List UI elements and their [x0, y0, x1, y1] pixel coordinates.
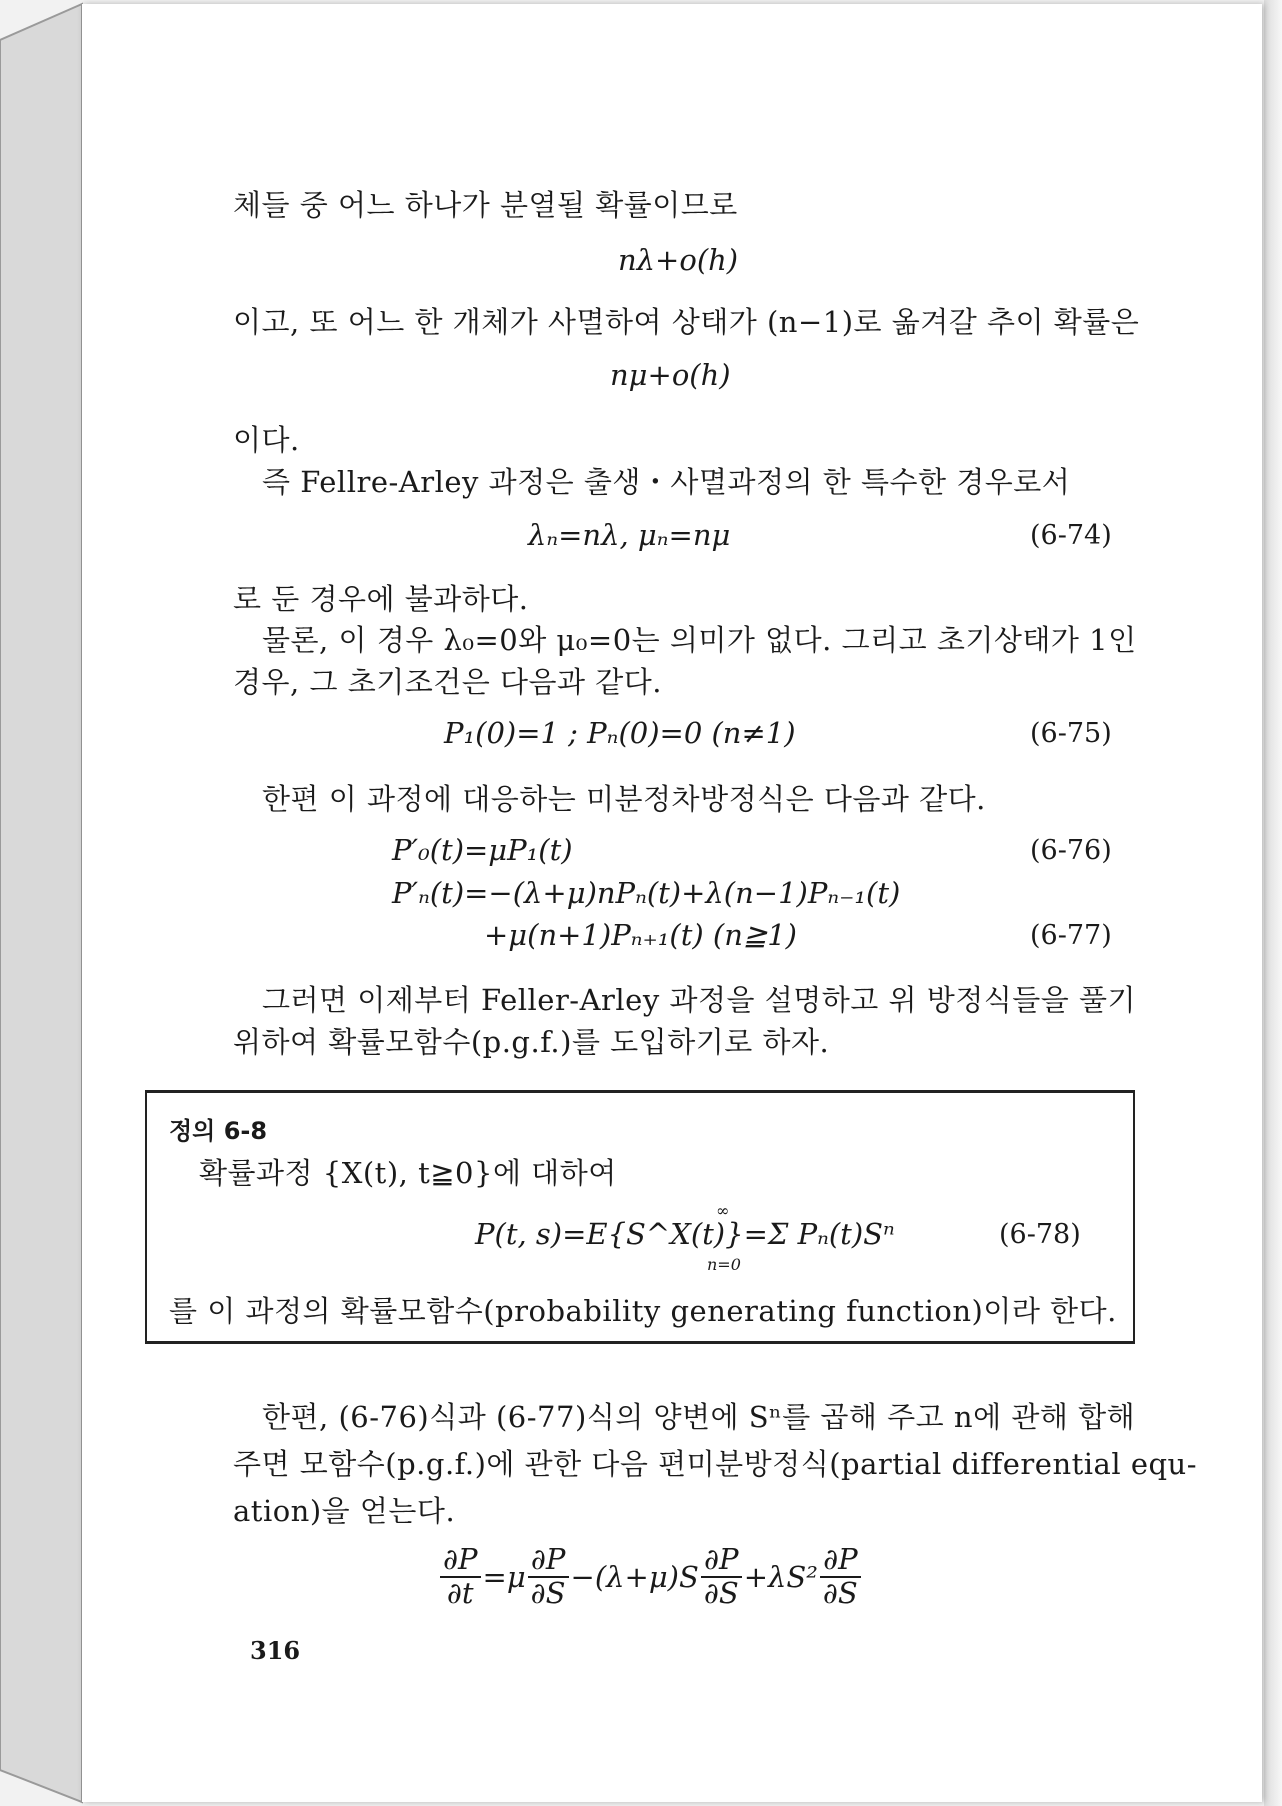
definition-text: 를 이 과정의 확률모함수(probability generating function)이라 한다. — [169, 1294, 1117, 1328]
text-line: 주면 모함수(p.g.f.)에 관한 다음 편미분방정식(partial differential equ- — [233, 1447, 1198, 1481]
text-line: 위하여 확률모함수(p.g.f.)를 도입하기로 하자. — [233, 1025, 830, 1059]
pde-term: −(λ+μ)S — [570, 1559, 699, 1594]
definition-box — [145, 1090, 1135, 1344]
equation: nμ+o(h) — [610, 358, 731, 392]
text-line: 이고, 또 어느 한 개체가 사멸하여 상태가 (n−1)로 옮겨갈 추이 확률은 — [233, 305, 1140, 339]
equation-number: (6-78) — [999, 1219, 1081, 1250]
definition-text: 확률과정 {X(t), t≧0}에 대하여 — [199, 1156, 617, 1190]
fraction: $\frac{\partial P}{\partial S}$ — [820, 1544, 861, 1610]
sum-upper-limit: ∞ — [716, 1201, 730, 1220]
equation: P₁(0)=1 ; Pₙ(0)=0 (n≠1) — [444, 716, 796, 750]
fraction: $\frac{\partial P}{\partial t}$ — [440, 1544, 481, 1610]
equation-number: (6-75) — [1030, 718, 1112, 749]
page-number: 316 — [250, 1636, 301, 1665]
pde-term: +λS² — [743, 1559, 818, 1594]
equation-number: (6-76) — [1030, 835, 1112, 866]
text-line: 체들 중 어느 하나가 분열될 확률이므로 — [233, 188, 738, 222]
text-line: 로 둔 경우에 불과하다. — [233, 582, 529, 616]
book-spine — [0, 0, 90, 1806]
equation: P′₀(t)=μP₁(t) — [392, 833, 573, 867]
pde-equation — [438, 1544, 863, 1610]
equation: P′ₙ(t)=−(λ+μ)nPₙ(t)+λ(n−1)Pₙ₋₁(t) — [392, 876, 901, 910]
text-line: 이다. — [233, 423, 300, 457]
text-line: 경우, 그 초기조건은 다음과 같다. — [233, 665, 662, 699]
fraction: $\frac{\partial P}{\partial S}$ — [701, 1544, 742, 1610]
page-edge — [1264, 0, 1282, 1806]
text-line: 한편 이 과정에 대응하는 미분정차방정식은 다음과 같다. — [262, 782, 986, 816]
equation-number: (6-74) — [1030, 520, 1112, 551]
equation: λₙ=nλ, μₙ=nμ — [528, 518, 731, 552]
fraction: $\frac{\partial P}{\partial S}$ — [528, 1544, 569, 1610]
text-line: ation)을 얻는다. — [233, 1494, 456, 1528]
text-line: 그러면 이제부터 Feller-Arley 과정을 설명하고 위 방정식들을 풀기 — [262, 983, 1137, 1017]
definition-title: 정의 6-8 — [169, 1117, 268, 1145]
pde-term: =μ — [482, 1559, 526, 1594]
equation: nλ+o(h) — [618, 243, 739, 277]
text-line: 즉 Fellre-Arley 과정은 출생・사멸과정의 한 특수한 경우로서 — [262, 465, 1071, 499]
text-line: 한편, (6-76)식과 (6-77)식의 양변에 Sⁿ를 곱해 주고 n에 관해 합해 — [262, 1400, 1136, 1434]
equation-number: (6-77) — [1030, 920, 1112, 951]
sum-lower-limit: n=0 — [707, 1255, 741, 1274]
equation: +μ(n+1)Pₙ₊₁(t) (n≧1) — [484, 918, 797, 952]
definition-formula: P(t, s)=E{S^X(t)}=Σ Pₙ(t)Sⁿ — [475, 1217, 895, 1251]
text-line: 물론, 이 경우 λ₀=0와 μ₀=0는 의미가 없다. 그리고 초기상태가 1인 — [262, 623, 1137, 657]
